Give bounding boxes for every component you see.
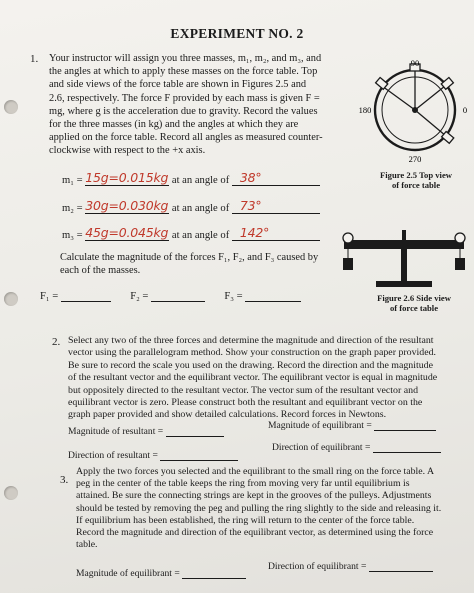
forces-row — [40, 291, 301, 302]
mass-label: m₂ = — [62, 203, 83, 214]
text-line: each of the masses. — [60, 265, 141, 277]
center-peg — [402, 230, 406, 240]
hanging-mass — [455, 258, 465, 270]
force-label: F₃ = — [224, 291, 243, 302]
text-line: Record the magnitude and direction of the equilibrant vector, as determined using the force — [76, 527, 434, 539]
text-line: of the resultant vector and the equilibrant vector. The equilibrant vector is equal in magnitude — [68, 372, 438, 384]
text-line: table. — [76, 539, 98, 551]
text-line: Your instructor will assign you three masses, m₁, m₂, and m₃, and — [49, 53, 322, 64]
item-number: 2. — [52, 336, 61, 348]
figure-2-6-caption — [360, 293, 468, 313]
force-1-field[interactable] — [61, 301, 111, 302]
binder-hole — [4, 292, 18, 306]
binder-hole — [4, 486, 18, 500]
magnitude-resultant-field[interactable] — [166, 436, 224, 437]
text-line: Be sure to record the scale you used on the drawing. Record the direction and the magnitude — [68, 359, 433, 371]
figure-2-5-caption — [368, 170, 464, 190]
text-line: but oppositely directed to the resultant vector. The vector sum of the resultant vector and — [68, 384, 419, 396]
string — [415, 110, 446, 136]
field-label: Magnitude of equilibrant = — [268, 420, 372, 431]
text-line: for the three masses (in kg) and the angles at which they are — [49, 119, 299, 131]
binder-hole — [4, 100, 18, 114]
text-line: Select any two of the three forces and determine the magnitude and direction of the resultant — [68, 335, 434, 346]
angle-label: at an angle of — [171, 230, 230, 241]
text-line: 2.6, respectively. The force F provided by each mass is given F = — [49, 92, 320, 104]
text-line: Apply the two forces you selected and the equilibrant to the small ring on the force table. A — [76, 466, 435, 477]
label-0: 0 — [462, 105, 468, 115]
mass-row-2 — [62, 198, 320, 214]
item3-magnitude-row — [76, 568, 246, 579]
field-label: Direction of equilibrant = — [272, 442, 371, 453]
text-line: Calculate the magnitude of the forces F₁, F₂, and F₃ caused by — [60, 252, 319, 263]
pulley — [376, 77, 388, 89]
angle-label: at an angle of — [171, 175, 230, 186]
item3-instructions — [76, 466, 472, 551]
text-line: should be tested by removing the peg and pulling the ring slightly to the side and releasing it. — [76, 502, 442, 514]
item3-direction-row — [268, 561, 433, 572]
item-number: 1. — [30, 53, 39, 65]
direction-resultant-row — [68, 450, 238, 461]
pulley — [455, 233, 465, 243]
angle-value[interactable]: 38° — [232, 170, 320, 186]
field-label: Direction of resultant = — [68, 450, 158, 461]
magnitude-resultant-row — [68, 426, 224, 437]
force-table-top-view-figure — [360, 58, 470, 170]
item2-instructions — [68, 335, 470, 422]
text-line: and side views of the force table are shown in Figures 2.5 and — [49, 79, 307, 91]
item3-magnitude-field[interactable] — [182, 578, 246, 579]
calc-instructions — [60, 251, 350, 277]
force-label: F₁ = — [40, 291, 59, 302]
caption-line: of force table — [389, 303, 439, 313]
label-90: 90 — [410, 58, 420, 68]
magnitude-equilibrant-row — [268, 420, 436, 431]
text-line: the angles at which to apply these masses on the force table. Top — [49, 66, 318, 78]
string — [382, 86, 415, 110]
force-label: F₂ = — [130, 291, 149, 302]
item3-direction-field[interactable] — [369, 571, 433, 572]
label-180: 180 — [358, 105, 372, 115]
text-line: clockwise with respect to the +x axis. — [49, 145, 206, 157]
force-3-field[interactable] — [245, 301, 301, 302]
caption-line: Figure 2.5 Top view — [380, 170, 452, 180]
direction-equilibrant-field[interactable] — [373, 452, 441, 453]
field-label: Direction of equilibrant = — [268, 561, 367, 572]
text-line: graph paper provided and show detailed calculations. Record forces in Newtons. — [68, 409, 387, 421]
field-label: Magnitude of resultant = — [68, 426, 164, 437]
pulley — [343, 233, 353, 243]
angle-value[interactable]: 142° — [232, 225, 320, 241]
text-line: applied on the force table. Record all angles as measured counter- — [49, 132, 323, 144]
text-line: equilibrant vector is zero. Please construct both the resultant and equilibrant vector on the — [68, 397, 423, 409]
mass-label: m₁ = — [62, 175, 83, 186]
force-2-field[interactable] — [151, 301, 205, 302]
mass-row-1 — [62, 170, 320, 186]
string — [415, 86, 445, 110]
text-line: mg, where g is the acceleration due to gravity. Record the values — [49, 105, 318, 117]
text-line: If equilibrium has been established, the ring will return to the center of the force table. — [76, 514, 415, 526]
item-number: 3. — [60, 474, 69, 486]
field-label: Magnitude of equilibrant = — [76, 568, 180, 579]
magnitude-equilibrant-field[interactable] — [374, 430, 436, 431]
mass-value[interactable]: 15g=0.015kg — [85, 170, 169, 185]
mass-row-3 — [62, 225, 320, 241]
text-line: attained. Be sure the connecting strings are kept in the grooves of the pulleys. Adjustments — [76, 490, 432, 502]
direction-resultant-field[interactable] — [160, 460, 238, 461]
table-stand — [401, 249, 407, 281]
caption-line: of force table — [391, 180, 441, 190]
mass-value[interactable]: 30g=0.030kg — [85, 198, 169, 213]
label-270: 270 — [408, 154, 422, 164]
direction-equilibrant-row — [272, 442, 441, 453]
table-top — [344, 240, 464, 249]
item1-instructions — [49, 52, 359, 158]
table-base — [376, 281, 432, 287]
mass-label: m₃ = — [62, 230, 83, 241]
page-title: EXPERIMENT NO. 2 — [170, 26, 304, 41]
mass-value[interactable]: 45g=0.045kg — [85, 225, 169, 240]
text-line: peg in the center of the table keeps the ring from moving very far until equilibrium is — [76, 478, 410, 490]
angle-label: at an angle of — [171, 203, 230, 214]
angle-value[interactable]: 73° — [232, 198, 320, 214]
force-table-side-view-figure — [338, 228, 470, 294]
text-line: vector using the parallelogram method. Show your construction on the graph paper provided. — [68, 347, 437, 359]
caption-line: Figure 2.6 Side view — [377, 293, 451, 303]
